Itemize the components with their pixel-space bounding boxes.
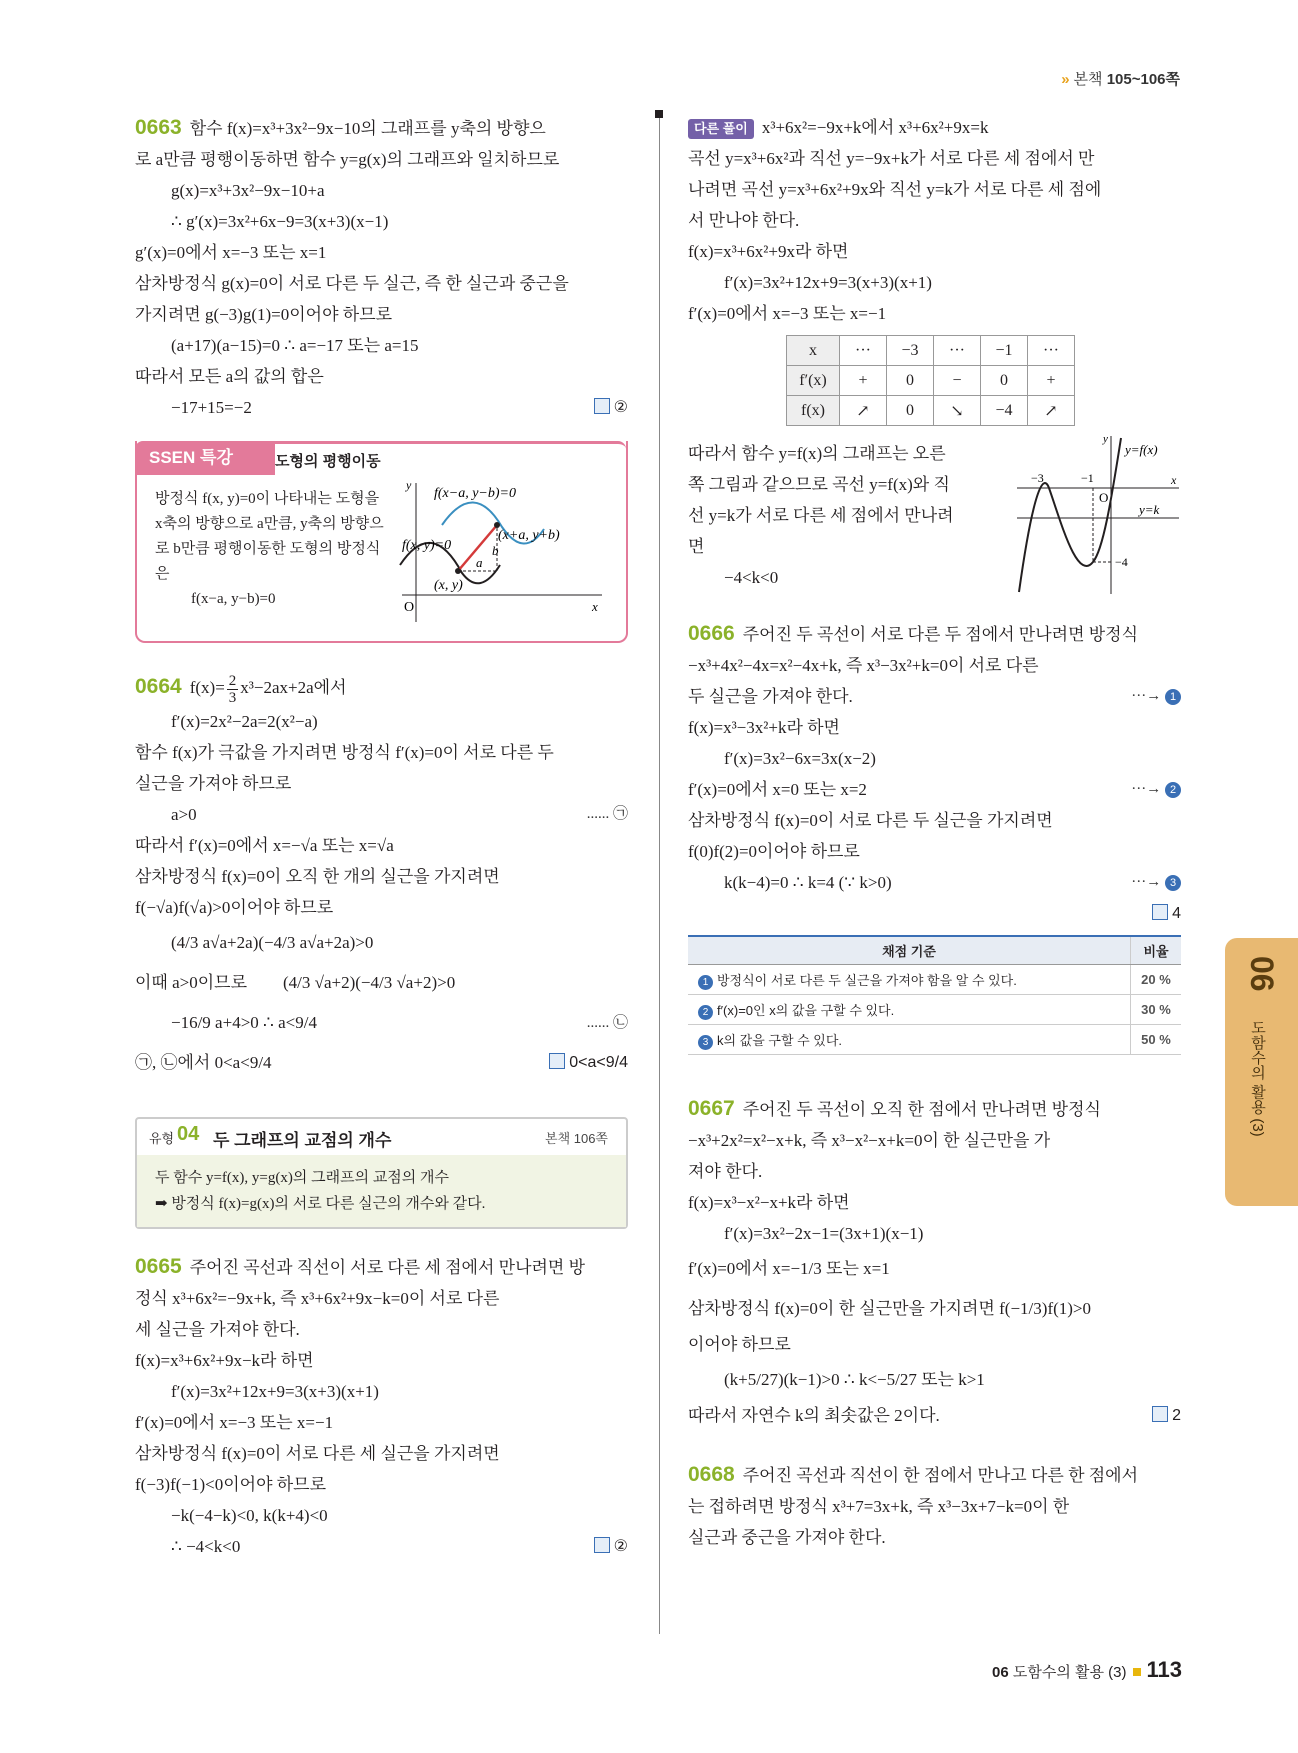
alternate-solution <box>688 112 1181 592</box>
point-label-1: (x, y) <box>434 578 463 593</box>
solution-line: g′(x)=0에서 x=−3 또는 x=1 <box>135 243 327 262</box>
solution-line: f(x)=x³−3x²+k라 하면 <box>688 718 840 737</box>
solution-line: 는 접하려면 방정식 x³+7=3x+k, 즉 x³−3x+7−k=0이 한 <box>688 1497 1070 1516</box>
chapter-tab-title: 도함수의 활용 (3) <box>1249 1020 1266 1137</box>
type-04-box <box>135 1117 628 1229</box>
answer-mark <box>1152 1400 1181 1431</box>
variation-table <box>786 335 1075 426</box>
answer-mark <box>549 1043 628 1083</box>
solution-line: f′(x)=2x²−2a=2(x²−a) <box>171 712 318 731</box>
shift-b-label: b <box>492 543 499 558</box>
solution-line: f′(x)=3x²+12x+9=3(x+3)(x+1) <box>724 273 932 292</box>
ssen-description: 방정식 f(x, y)=0이 나타내는 도형을 x축의 방향으로 a만큼, y축의 방향으로 b만큼 평행이동한 도형의 방정식은 <box>155 491 384 582</box>
equation-marker: ...... ㉡ <box>586 1015 628 1031</box>
table-cell: ↗ <box>840 396 887 426</box>
problem-0667 <box>688 1093 1181 1431</box>
solution-line: (k+5/27)(k−1)>0 ∴ k<−5/27 또는 k>1 <box>724 1370 985 1389</box>
table-cell: − <box>934 366 981 396</box>
table-cell: −4 <box>981 396 1028 426</box>
solution-line: 정식 x³+6x²=−9x+k, 즉 x³+6x²+9x−k=0이 서로 다른 <box>135 1289 500 1308</box>
table-row <box>688 1025 1181 1055</box>
axis-label-y: y <box>1103 433 1108 445</box>
solution-line: 삼차방정식 g(x)=0이 서로 다른 두 실근, 즉 한 실근과 중근을 <box>135 274 569 293</box>
table-cell: f′(x) <box>787 366 840 396</box>
graph-section <box>688 432 1181 592</box>
solution-line: f′(x)=3x²−6x=3x(x−2) <box>724 749 876 768</box>
step-marker: ···→ 1 <box>1131 681 1181 712</box>
solution-line: 삼차방정식 f(x)=0이 오직 한 개의 실근을 가지려면 <box>135 867 500 886</box>
solution-line: 함수 f(x)=x³+3x²−9x−10의 그래프를 y축의 방향으 <box>189 119 546 138</box>
answer-icon <box>549 1053 565 1069</box>
solution-line: (a+17)(a−15)=0 ∴ a=−17 또는 a=15 <box>171 336 419 355</box>
solution-line: f(−3)f(−1)<0이어야 하므로 <box>135 1475 327 1494</box>
problem-0663 <box>135 112 628 423</box>
solution-line: f′(x)=0에서 x=−1/3 또는 x=1 <box>688 1259 890 1278</box>
footer-chapter: 도함수의 활용 <box>1012 1664 1104 1681</box>
alternate-badge: 다른 풀이 <box>688 119 754 139</box>
type-body-line: 두 함수 y=f(x), y=g(x)의 그래프의 교점의 개수 <box>155 1170 450 1186</box>
origin-label: O <box>1099 490 1109 505</box>
tick-label: −3 <box>1031 471 1044 485</box>
answer-value: 0<a<9/4 <box>569 1054 628 1071</box>
book-ref-prefix: 본책 <box>1073 71 1103 88</box>
numerator: 2 <box>228 672 237 689</box>
table-row <box>688 995 1181 1025</box>
solution-line: −x³+4x²−4x=x²−4x+k, 즉 x³−3x²+k=0이 서로 다른 <box>688 656 1039 675</box>
solution-line: 주어진 곡선과 직선이 한 점에서 만나고 다른 한 점에서 <box>742 1466 1139 1485</box>
solution-line: 함수 f(x)가 극값을 가지려면 방정식 f′(x)=0이 서로 다른 두 <box>135 743 554 762</box>
table-cell: f(x) <box>787 396 840 426</box>
answer-value: 4 <box>1172 905 1181 922</box>
step-number: 2 <box>698 1005 713 1020</box>
solution-line: −17+15=−2 <box>171 398 252 417</box>
solution-line: f(0)f(2)=0이어야 하므로 <box>688 842 860 861</box>
solution-line: −16/9 a+4>0 ∴ a<9/4 <box>171 1013 317 1032</box>
solution-line: a>0 <box>171 805 197 824</box>
chapter-tab-number: 06 <box>1244 956 1280 992</box>
problem-number: 0667 <box>688 1097 735 1120</box>
page-footer <box>992 1657 1182 1683</box>
solution-line: ∴ g′(x)=3x²+6x−9=3(x+3)(x−1) <box>171 212 389 231</box>
solution-line: 나려면 곡선 y=x³+6x²+9x와 직선 y=k가 서로 다른 세 점에 <box>688 180 1102 199</box>
solution-line: 따라서 자연수 k의 최솟값은 2이다. <box>688 1406 940 1425</box>
page-number: 113 <box>1146 1657 1182 1682</box>
step-marker: ···→ 3 <box>1131 867 1181 898</box>
type-title: 두 그래프의 교점의 개수 <box>213 1131 392 1150</box>
problem-number: 0664 <box>135 675 182 698</box>
criteria-percent: 30 % <box>1131 995 1182 1025</box>
solution-line: 주어진 두 곡선이 서로 다른 두 점에서 만나려면 방정식 <box>742 625 1139 644</box>
solution-line: 이어야 하므로 <box>688 1335 791 1354</box>
curve-label-top: f(x−a, y−b)=0 <box>434 486 516 501</box>
solution-line: 져야 한다. <box>688 1162 763 1181</box>
table-cell: 0 <box>981 366 1028 396</box>
curve-label-left: f(x, y)=0 <box>402 538 452 553</box>
step-number: 3 <box>698 1035 713 1050</box>
book-ref-range: 105~106쪽 <box>1106 71 1180 88</box>
criteria-text: f′(x)=0인 x의 값을 구할 수 있다. <box>717 1002 895 1018</box>
table-cell: 0 <box>887 366 934 396</box>
table-header: 채점 기준 <box>688 936 1131 965</box>
column-divider <box>659 112 660 1634</box>
ssen-special-box <box>135 441 628 643</box>
criteria-percent: 20 % <box>1131 965 1182 995</box>
solution-line: f′(x)=0에서 x=−3 또는 x=−1 <box>135 1413 334 1432</box>
solution-line: f(x)= <box>189 678 225 697</box>
table-cell: ··· <box>840 336 887 366</box>
solution-line: 선 y=k가 서로 다른 세 점에서 만나려 <box>688 506 954 525</box>
axis-label-x: x <box>592 599 598 614</box>
step-marker: ···→ 2 <box>1131 774 1181 805</box>
answer-value: ② <box>613 1538 628 1555</box>
solution-line: 삼차방정식 f(x)=0이 서로 다른 두 실근을 가지려면 <box>688 811 1053 830</box>
solution-line: f′(x)=3x²+12x+9=3(x+3)(x+1) <box>171 1382 379 1401</box>
footer-square-icon <box>1133 1668 1141 1676</box>
solution-line: 면 <box>688 537 705 556</box>
solution-line: 서 만나야 한다. <box>688 211 800 230</box>
solution-line: 따라서 f′(x)=0에서 x=−√a 또는 x=√a <box>135 836 394 855</box>
solution-line: f′(x)=3x²−2x−1=(3x+1)(x−1) <box>724 1224 924 1243</box>
type-body <box>137 1155 626 1227</box>
table-cell: x <box>787 336 840 366</box>
table-cell: + <box>840 366 887 396</box>
solution-line: −k(−4−k)<0, k(k+4)<0 <box>171 1506 328 1525</box>
solution-line: g(x)=x³+3x²−9x−10+a <box>171 181 325 200</box>
book-reference <box>1061 68 1180 89</box>
ssen-badge: SSEN 특강 <box>135 441 275 475</box>
solution-line: f(x)=x³+6x²+9x라 하면 <box>688 242 849 261</box>
solution-line: 주어진 두 곡선이 오직 한 점에서 만나려면 방정식 <box>742 1100 1101 1119</box>
scoring-table <box>688 935 1181 1055</box>
solution-line: f′(x)=0에서 x=−3 또는 x=−1 <box>688 304 887 323</box>
solution-line: 두 실근을 가져야 한다. <box>688 687 853 706</box>
ssen-title: 도형의 평행이동 <box>275 453 381 470</box>
solution-line: 삼차방정식 f(x)=0이 한 실근만을 가지려면 f(−1/3)f(1)>0 <box>688 1299 1092 1318</box>
equation-marker: ...... ㉠ <box>586 806 628 822</box>
solution-line: 실근과 중근을 가져야 한다. <box>688 1528 886 1547</box>
solution-line: 로 a만큼 평행이동하면 함수 y=g(x)의 그래프와 일치하므로 <box>135 150 560 169</box>
solution-line: x³−2ax+2a에서 <box>240 678 347 697</box>
solution-line: 가지려면 g(−3)g(1)=0이어야 하므로 <box>135 305 393 324</box>
denominator: 3 <box>228 689 237 706</box>
tick-label: −1 <box>1081 471 1094 485</box>
table-cell: ··· <box>1028 336 1075 366</box>
problem-0666 <box>688 618 1181 1055</box>
solution-line: ㉠, ㉡에서 0<a<9/4 <box>135 1053 272 1072</box>
table-header: 비율 <box>1131 936 1182 965</box>
table-cell: −3 <box>887 336 934 366</box>
step-number: 1 <box>698 975 713 990</box>
problem-0668 <box>688 1459 1181 1553</box>
solution-line: 주어진 곡선과 직선이 서로 다른 세 점에서 만나려면 방 <box>189 1258 586 1277</box>
solution-line: k(k−4)=0 ∴ k=4 (∵ k>0) <box>724 873 892 892</box>
point-label-2: (x+a, y+b) <box>498 528 560 543</box>
criteria-percent: 50 % <box>1131 1025 1182 1055</box>
solution-line: (4/3 √a+2)(−4/3 √a+2)>0 <box>283 973 456 992</box>
table-cell: ↘ <box>934 396 981 426</box>
type-header <box>137 1119 626 1155</box>
problem-number: 0666 <box>688 622 735 645</box>
step-number: 1 <box>1165 689 1181 705</box>
table-cell: 0 <box>887 396 934 426</box>
footer-sub: (3) <box>1108 1664 1127 1681</box>
problem-number: 0663 <box>135 116 182 139</box>
answer-icon <box>1152 1406 1168 1422</box>
solution-line: f(x)=x³+6x²+9x−k라 하면 <box>135 1351 314 1370</box>
solution-line: 곡선 y=x³+6x²과 직선 y=−9x+k가 서로 다른 세 점에서 만 <box>688 149 1095 168</box>
criteria-text: 방정식이 서로 다른 두 실근을 가져야 함을 알 수 있다. <box>717 972 1017 988</box>
cubic-graph <box>1013 432 1183 597</box>
table-cell: ··· <box>934 336 981 366</box>
right-column <box>688 112 1181 1553</box>
tick-label: −4 <box>1115 555 1128 569</box>
table-cell: + <box>1028 366 1075 396</box>
solution-line: 삼차방정식 f(x)=0이 서로 다른 세 실근을 가지려면 <box>135 1444 500 1463</box>
ssen-header <box>137 441 626 476</box>
answer-mark <box>594 392 628 423</box>
divider-marker <box>655 110 663 118</box>
answer-icon <box>1152 904 1168 920</box>
solution-line: f(x)=x³−x²−x+k라 하면 <box>688 1193 850 1212</box>
solution-line: f′(x)=0에서 x=0 또는 x=2 <box>688 780 867 799</box>
ssen-formula: f(x−a, y−b)=0 <box>191 591 276 607</box>
solution-line: (4/3 a√a+2a)(−4/3 a√a+2a)>0 <box>171 933 374 952</box>
problem-0665 <box>135 1251 628 1562</box>
answer-mark <box>594 1531 628 1562</box>
chapter-side-tab[interactable] <box>1225 938 1298 1206</box>
cubic-curve <box>1019 438 1121 592</box>
translation-graph <box>392 477 612 627</box>
type-body-line: ➡ 방정식 f(x)=g(x)의 서로 다른 실근의 개수와 같다. <box>155 1196 486 1212</box>
solution-line: 쪽 그림과 같으므로 곡선 y=f(x)와 직 <box>688 475 950 494</box>
answer-mark <box>1152 898 1181 929</box>
type-number: 04 <box>177 1123 200 1145</box>
solution-line: 실근을 가져야 하므로 <box>135 774 292 793</box>
origin-label: O <box>404 600 415 615</box>
axis-label-y: y <box>406 478 412 492</box>
footer-chapter-number: 06 <box>992 1664 1009 1681</box>
ssen-text <box>155 487 385 612</box>
fraction <box>227 673 239 706</box>
table-cell: ↗ <box>1028 396 1075 426</box>
step-number: 2 <box>1165 782 1181 798</box>
table-row <box>688 965 1181 995</box>
solution-line: ∴ −4<k<0 <box>171 1537 241 1556</box>
problem-number: 0668 <box>688 1463 735 1486</box>
solution-line: −x³+2x²=x²−x+k, 즉 x³−x²−x+k=0이 한 실근만을 가 <box>688 1131 1051 1150</box>
answer-value: ② <box>613 399 628 416</box>
line-label: y=k <box>1139 502 1160 517</box>
answer-icon <box>594 1537 610 1553</box>
problem-number: 0665 <box>135 1255 182 1278</box>
answer-icon <box>594 398 610 414</box>
solution-line: 따라서 함수 y=f(x)의 그래프는 오른 <box>688 444 946 463</box>
solution-line: 따라서 모든 a의 값의 합은 <box>135 367 324 386</box>
step-number: 3 <box>1165 875 1181 891</box>
double-chevron-icon: » <box>1061 71 1070 88</box>
solution-line: 세 실근을 가져야 한다. <box>135 1320 300 1339</box>
answer-value: 2 <box>1172 1407 1181 1424</box>
type-tag: 유형 <box>149 1131 175 1146</box>
solution-line: 이때 a>0이므로 <box>135 973 247 992</box>
type-book-ref: 본책 106쪽 <box>545 1131 608 1146</box>
curve-label: y=f(x) <box>1125 442 1158 457</box>
left-column <box>135 112 628 1562</box>
table-cell: −1 <box>981 336 1028 366</box>
solution-line: x³+6x²=−9x+k에서 x³+6x²+9x=k <box>761 118 989 137</box>
problem-0664 <box>135 669 628 1083</box>
axis-label-x: x <box>1171 473 1177 487</box>
solution-line: −4<k<0 <box>724 568 779 587</box>
shift-a-label: a <box>476 555 483 570</box>
solution-line: f(−√a)f(√a)>0이어야 하므로 <box>135 898 334 917</box>
criteria-text: k의 값을 구할 수 있다. <box>717 1032 843 1048</box>
